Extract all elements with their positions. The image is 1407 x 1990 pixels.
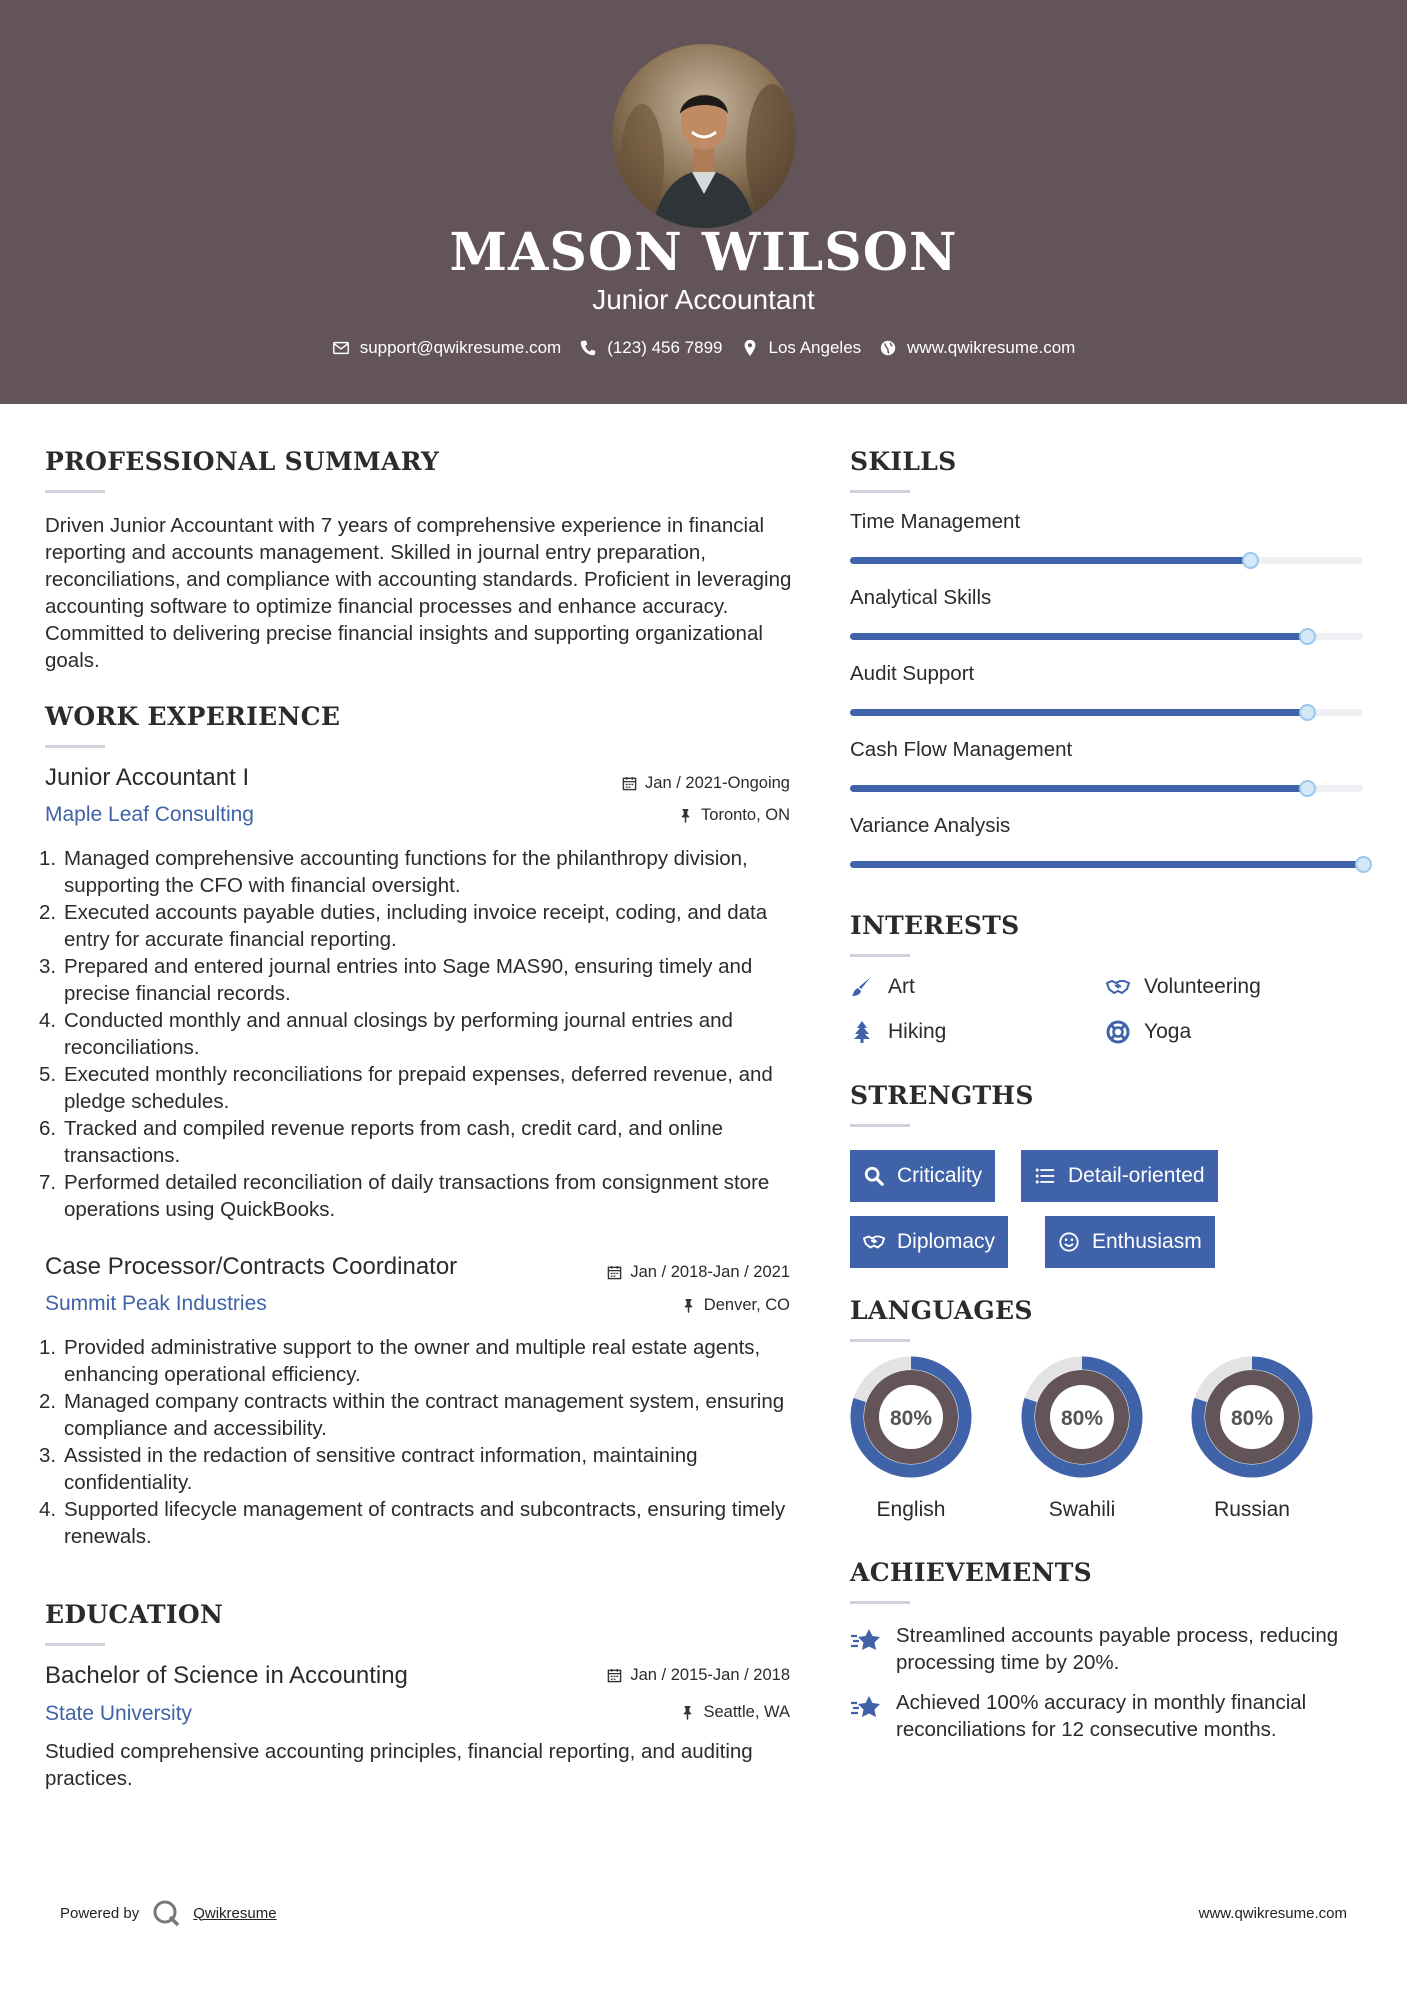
job-title: Junior Accountant I [45, 764, 250, 791]
contact-location [741, 338, 862, 358]
strength-chip [850, 1216, 1008, 1268]
skill-bar-fill [850, 557, 1250, 564]
language-item [850, 1356, 972, 1521]
strength-chip [850, 1150, 995, 1202]
handshake-icon [863, 1231, 885, 1253]
language-name: Russian [1214, 1498, 1290, 1521]
email-text: support@qwikresume.com [359, 338, 562, 357]
school-name: State University [45, 1702, 193, 1725]
strengths-heading: STRENGTHS [850, 1081, 1034, 1110]
education-heading: EDUCATION [45, 1600, 224, 1629]
interest-label: Volunteering [1144, 975, 1261, 998]
education-dates [607, 1666, 790, 1685]
achievement-text: Streamlined accounts payable process, reducing processing time by 20%. [896, 1624, 1339, 1674]
candidate-name: MASON WILSON [449, 222, 958, 283]
list-icon [1034, 1165, 1056, 1187]
smile-icon [1058, 1231, 1080, 1253]
language-ring [1191, 1356, 1313, 1478]
pushpin-icon [681, 1298, 696, 1313]
strength-chip [1021, 1150, 1218, 1202]
map-pin-icon [741, 339, 759, 357]
list-item: 7. Performed detailed reconciliation of daily transactions from consignment store operations using QuickBooks. [39, 1171, 770, 1221]
brush-icon [850, 975, 874, 999]
strength-label: Criticality [897, 1164, 983, 1187]
website-text: www.qwikresume.com [907, 338, 1076, 357]
language-item [1021, 1356, 1143, 1521]
education-location [680, 1703, 790, 1722]
resume-header [0, 0, 1407, 404]
skill-bar-track [850, 633, 1363, 640]
profile-photo [612, 44, 796, 228]
languages-heading-rule [850, 1339, 910, 1342]
candidate-title: Junior Accountant [592, 284, 815, 315]
company-name: Summit Peak Industries [45, 1292, 267, 1315]
strengths-heading-rule [850, 1124, 910, 1127]
contact-bar [0, 338, 1407, 358]
job-location [681, 1296, 790, 1315]
list-item: 2. Executed accounts payable duties, including invoice receipt, coding, and data entry for accurate financial reporting. [39, 901, 768, 951]
qwikresume-logo-icon [151, 1898, 181, 1928]
footer-powered-by [60, 1898, 277, 1928]
skill-bar-knob [1299, 628, 1316, 645]
interest-label: Yoga [1144, 1020, 1192, 1043]
achievement-item [850, 1622, 1350, 1676]
skill-name: Time Management [850, 510, 1021, 533]
experience-heading-rule [45, 745, 105, 748]
job-dates [607, 1263, 790, 1282]
interests-heading: INTERESTS [850, 911, 1020, 940]
job-title: Case Processor/Contracts Coordinator [45, 1253, 458, 1280]
list-item: 4. Conducted monthly and annual closings by performing journal entries and reconciliations. [39, 1009, 733, 1059]
education-heading-rule [45, 1643, 105, 1646]
summary-text: Driven Junior Accountant with 7 years of comprehensive experience in financial reporting and accounts management. Skilled in journal entry preparation, reconciliations, and compliance with accounting standards. Proficient in leveraging accounting software to optimize financial processes and enhance accuracy. Committed to delivering precise financial insights and supporting organizational goals. [45, 514, 792, 672]
language-percent: 80% [1230, 1407, 1274, 1430]
skill-bar-fill [850, 785, 1307, 792]
skill-bar-track [850, 785, 1363, 792]
interests-heading-rule [850, 954, 910, 957]
language-ring [850, 1356, 972, 1478]
interest-label: Art [888, 975, 915, 998]
interest-item [1106, 1020, 1191, 1044]
list-item: 2. Managed company contracts within the contract management system, ensuring compliance and accessibility. [39, 1390, 785, 1440]
job-dates-text: Jan / 2018-Jan / 2021 [630, 1263, 790, 1281]
strength-chip [1045, 1216, 1215, 1268]
location-text: Los Angeles [768, 338, 862, 357]
skill-bar-knob [1242, 552, 1259, 569]
search-icon [863, 1165, 885, 1187]
pushpin-icon [680, 1705, 695, 1720]
contact-email[interactable] [332, 338, 562, 358]
skill-bar-fill [850, 633, 1307, 640]
skill-name: Audit Support [850, 662, 975, 685]
calendar-icon [607, 1668, 622, 1683]
list-item: 4. Supported lifecycle management of contracts and subcontracts, ensuring timely renewals. [39, 1498, 786, 1548]
powered-by-text: Powered by [60, 1904, 140, 1922]
skill-bar-knob [1299, 780, 1316, 797]
language-name: English [876, 1498, 946, 1521]
job-location [678, 806, 790, 825]
interest-label: Hiking [888, 1020, 947, 1043]
list-item: 6. Tracked and compiled revenue reports from cash, credit card, and online transactions. [39, 1117, 723, 1167]
summary-heading-rule [45, 490, 105, 493]
skill-name: Cash Flow Management [850, 738, 1073, 761]
job-location-text: Denver, CO [703, 1296, 790, 1314]
contact-phone[interactable] [579, 338, 722, 358]
list-item: 1. Provided administrative support to the owner and multiple real estate agents, enhancing operational efficiency. [39, 1336, 761, 1386]
strength-label: Diplomacy [897, 1230, 996, 1253]
phone-icon [579, 339, 597, 357]
skill-bar-fill [850, 861, 1363, 868]
skills-heading: SKILLS [850, 447, 957, 476]
strength-label: Enthusiasm [1092, 1230, 1202, 1253]
summary-heading: PROFESSIONAL SUMMARY [45, 447, 440, 476]
education-description: Studied comprehensive accounting principles, financial reporting, and auditing practices. [45, 1740, 753, 1790]
contact-website[interactable] [879, 338, 1075, 358]
envelope-icon [332, 339, 350, 357]
list-item: 1. Managed comprehensive accounting functions for the philanthropy division, supporting the CFO with financial oversight. [39, 847, 748, 897]
interest-item [850, 1020, 946, 1044]
strength-label: Detail-oriented [1068, 1164, 1205, 1187]
job-dates [622, 774, 790, 793]
company-name: Maple Leaf Consulting [45, 803, 254, 826]
language-item [1191, 1356, 1313, 1521]
phone-text: (123) 456 7899 [607, 338, 723, 357]
pushpin-icon [678, 808, 693, 823]
list-item: 3. Assisted in the redaction of sensitive contract information, maintaining confidentiality. [39, 1444, 698, 1494]
footer-website[interactable]: www.qwikresume.com [1198, 1905, 1347, 1922]
job-duties-list [39, 845, 790, 1223]
achievement-item [850, 1689, 1350, 1743]
language-percent: 80% [1060, 1407, 1104, 1430]
job-dates-text: Jan / 2021-Ongoing [645, 774, 790, 792]
star-icon [850, 1691, 882, 1723]
globe-icon [879, 339, 897, 357]
experience-heading: WORK EXPERIENCE [45, 702, 341, 731]
achievements-heading-rule [850, 1601, 910, 1604]
skill-name: Variance Analysis [850, 814, 1011, 837]
skill-bar-track [850, 709, 1363, 716]
star-icon [850, 1624, 882, 1656]
calendar-icon [622, 776, 637, 791]
list-item: 3. Prepared and entered journal entries into Sage MAS90, ensuring timely and precise financial records. [39, 955, 753, 1005]
interest-item [850, 975, 915, 999]
language-name: Swahili [1048, 1498, 1116, 1521]
skill-bar-knob [1299, 704, 1316, 721]
languages-heading: LANGUAGES [850, 1296, 1033, 1325]
skill-bar-track [850, 861, 1363, 868]
skill-name: Analytical Skills [850, 586, 992, 609]
education-location-text: Seattle, WA [703, 1703, 790, 1721]
handshake-icon [1106, 975, 1130, 999]
achievements-heading: ACHIEVEMENTS [850, 1558, 1092, 1587]
calendar-icon [607, 1265, 622, 1280]
skill-bar-fill [850, 709, 1307, 716]
language-ring [1021, 1356, 1143, 1478]
interest-item [1106, 975, 1261, 999]
education-dates-text: Jan / 2015-Jan / 2018 [630, 1666, 790, 1684]
job-location-text: Toronto, ON [701, 806, 790, 824]
skill-bar-track [850, 557, 1363, 564]
list-item: 5. Executed monthly reconciliations for prepaid expenses, deferred revenue, and pledge schedules. [39, 1063, 773, 1113]
skills-heading-rule [850, 490, 910, 493]
skill-bar-knob [1355, 856, 1372, 873]
lifering-icon [1106, 1020, 1130, 1044]
tree-icon [850, 1020, 874, 1044]
job-duties-list [39, 1334, 790, 1550]
language-percent: 80% [889, 1407, 933, 1430]
brand-link[interactable]: Qwikresume [193, 1904, 277, 1922]
achievement-text: Achieved 100% accuracy in monthly financial reconciliations for 12 consecutive months. [896, 1691, 1307, 1741]
degree-title: Bachelor of Science in Accounting [45, 1662, 408, 1689]
